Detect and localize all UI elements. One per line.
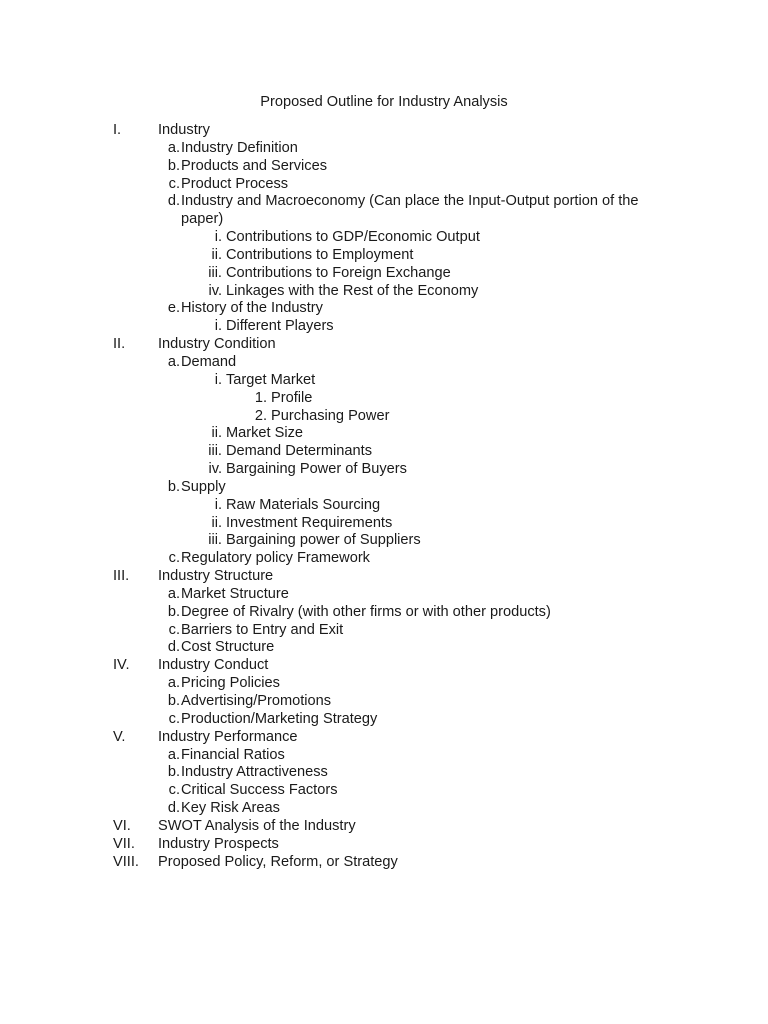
outline-item-text: Regulatory policy Framework: [181, 550, 370, 567]
outline-item: [0, 247, 768, 265]
outline-item-text: Proposed Policy, Reform, or Strategy: [158, 853, 398, 870]
outline-item: [0, 657, 768, 675]
outline-item: [0, 693, 768, 711]
outline-item-text: Bargaining power of Suppliers: [226, 532, 421, 549]
outline-item-number: b.: [167, 603, 180, 620]
outline-item-number: VII.: [113, 835, 135, 852]
outline-item-number: ii.: [211, 514, 222, 531]
outline-item-number: b.: [167, 693, 180, 709]
outline-item: [0, 176, 768, 194]
outline-item-text: Product Process: [181, 175, 289, 192]
outline-item-number: i.: [214, 318, 222, 335]
outline-item: [0, 604, 768, 622]
outline-item-text: Demand: [181, 353, 237, 370]
outline-item-number: b.: [167, 478, 180, 495]
outline-item-number: VIII.: [113, 853, 139, 870]
outline-item-number: ii.: [211, 425, 222, 442]
outline-item-number: 2.: [254, 407, 267, 424]
outline-item-number: iii.: [208, 443, 222, 460]
outline-item: [0, 639, 768, 657]
outline-item: [0, 818, 768, 836]
outline-item: [0, 586, 768, 604]
outline-item: [0, 443, 768, 461]
document-title: Proposed Outline for Industry Analysis: [260, 94, 508, 110]
outline-item-text: Investment Requirements: [226, 514, 393, 531]
outline-item-number: a.: [167, 585, 180, 602]
outline-item: [0, 229, 768, 247]
outline-item-number: c.: [168, 621, 180, 638]
outline-item-number: c.: [168, 710, 180, 727]
outline-item-text: Profile: [271, 389, 313, 406]
outline-item: [0, 711, 768, 729]
outline-item-number: II.: [113, 336, 126, 353]
outline-item: [0, 675, 768, 693]
outline-item-number: 1.: [254, 389, 267, 406]
outline-item-text: Supply: [181, 478, 226, 495]
outline-item: [0, 408, 768, 426]
outline-item-number: a.: [167, 353, 180, 370]
outline-item-text: SWOT Analysis of the Industry: [158, 817, 356, 834]
outline-item: [0, 836, 768, 854]
outline-item: [0, 747, 768, 765]
outline-item-number: iii.: [208, 264, 222, 281]
outline-item-number: i.: [214, 229, 222, 246]
outline-item-text: Contributions to Foreign Exchange: [226, 264, 451, 281]
outline-item-text: Industry Performance: [158, 728, 298, 745]
outline-item-text: Products and Services: [181, 157, 328, 174]
outline-item: [0, 265, 768, 283]
outline-item-text: Key Risk Areas: [181, 800, 280, 817]
outline-list: [0, 122, 768, 871]
outline-item-text: Industry Prospects: [158, 835, 279, 852]
outline-item-text: Industry Definition: [181, 139, 298, 156]
outline-item: [0, 211, 768, 229]
outline-item-text: Contributions to Employment: [226, 246, 414, 263]
outline-item: [0, 764, 768, 782]
outline-item-number: c.: [168, 550, 180, 567]
outline-item-number: iii.: [208, 532, 222, 549]
outline-item-text: Industry Structure: [158, 568, 274, 585]
outline-item-number: a.: [167, 746, 180, 763]
outline-item-text: History of the Industry: [181, 300, 323, 317]
outline-item-text: Target Market: [226, 371, 316, 388]
outline-item: [0, 568, 768, 586]
outline-item-text: Critical Success Factors: [181, 782, 338, 799]
outline-item-text: Industry and Macroeconomy (Can place the Input-Output portion of the: [181, 193, 639, 210]
outline-item-number: a.: [167, 139, 180, 156]
outline-item-text: Contributions to GDP/Economic Output: [226, 229, 480, 246]
outline-item-number: d.: [167, 193, 180, 210]
outline-item: [0, 354, 768, 372]
outline-item: [0, 461, 768, 479]
outline-item-number: I.: [113, 122, 122, 138]
outline-item: [0, 550, 768, 568]
outline-item: [0, 532, 768, 550]
outline-item: [0, 479, 768, 497]
outline-item-text: Barriers to Entry and Exit: [181, 621, 344, 638]
outline-item-text: Production/Marketing Strategy: [181, 710, 378, 727]
outline-item-text: paper): [181, 211, 224, 228]
outline-item: [0, 515, 768, 533]
outline-item: [0, 122, 768, 140]
outline-item: [0, 390, 768, 408]
outline-item: [0, 283, 768, 301]
outline-item-text: Linkages with the Rest of the Economy: [226, 282, 479, 299]
outline-item-number: b.: [167, 157, 180, 174]
outline-item-number: e.: [167, 300, 180, 317]
outline-item: [0, 622, 768, 640]
outline-item: [0, 158, 768, 176]
outline-item-text: Degree of Rivalry (with other firms or with other products): [181, 603, 551, 620]
outline-item: [0, 800, 768, 818]
outline-item-number: V.: [113, 728, 126, 745]
outline-item-text: Financial Ratios: [181, 746, 285, 763]
outline-item-number: a.: [167, 675, 180, 692]
outline-item: [0, 425, 768, 443]
outline-item: [0, 193, 768, 211]
outline-item-text: Pricing Policies: [181, 675, 280, 692]
outline-item-number: i.: [214, 496, 222, 513]
outline-item-text: Industry Conduct: [158, 657, 269, 674]
outline-item: [0, 782, 768, 800]
outline-item-number: c.: [168, 782, 180, 799]
outline-item: [0, 318, 768, 336]
outline-item-number: ii.: [211, 246, 222, 263]
outline-item-number: VI.: [113, 817, 131, 834]
outline-item-number: d.: [167, 800, 180, 817]
outline-item: [0, 854, 768, 872]
outline-item: [0, 372, 768, 390]
outline-item-text: Industry Condition: [158, 336, 276, 353]
outline-item-text: Demand Determinants: [226, 443, 373, 460]
outline-item-text: Purchasing Power: [271, 407, 390, 424]
outline-item: [0, 336, 768, 354]
outline-item: [0, 729, 768, 747]
outline-item-text: Market Size: [226, 425, 304, 442]
outline-item-text: Cost Structure: [181, 639, 275, 656]
outline-item-number: iv.: [208, 282, 222, 299]
outline-item-text: Industry Attractiveness: [181, 764, 328, 781]
outline-item: [0, 300, 768, 318]
outline-item-text: Raw Materials Sourcing: [226, 496, 381, 513]
outline-item-text: Bargaining Power of Buyers: [226, 461, 407, 478]
outline-item-number: d.: [167, 639, 180, 656]
outline-item-text: Different Players: [226, 318, 334, 335]
outline-item-number: c.: [168, 175, 180, 192]
outline-item-number: i.: [214, 371, 222, 388]
outline-item-text: Market Structure: [181, 585, 289, 602]
outline-item-number: III.: [113, 568, 130, 585]
outline-item-text: Industry: [158, 122, 210, 138]
outline-item-number: b.: [167, 764, 180, 781]
outline-item: [0, 497, 768, 515]
outline-item: [0, 140, 768, 158]
outline-item-text: Advertising/Promotions: [181, 693, 332, 709]
outline-item-number: iv.: [208, 461, 222, 478]
outline-item-number: IV.: [113, 657, 130, 674]
